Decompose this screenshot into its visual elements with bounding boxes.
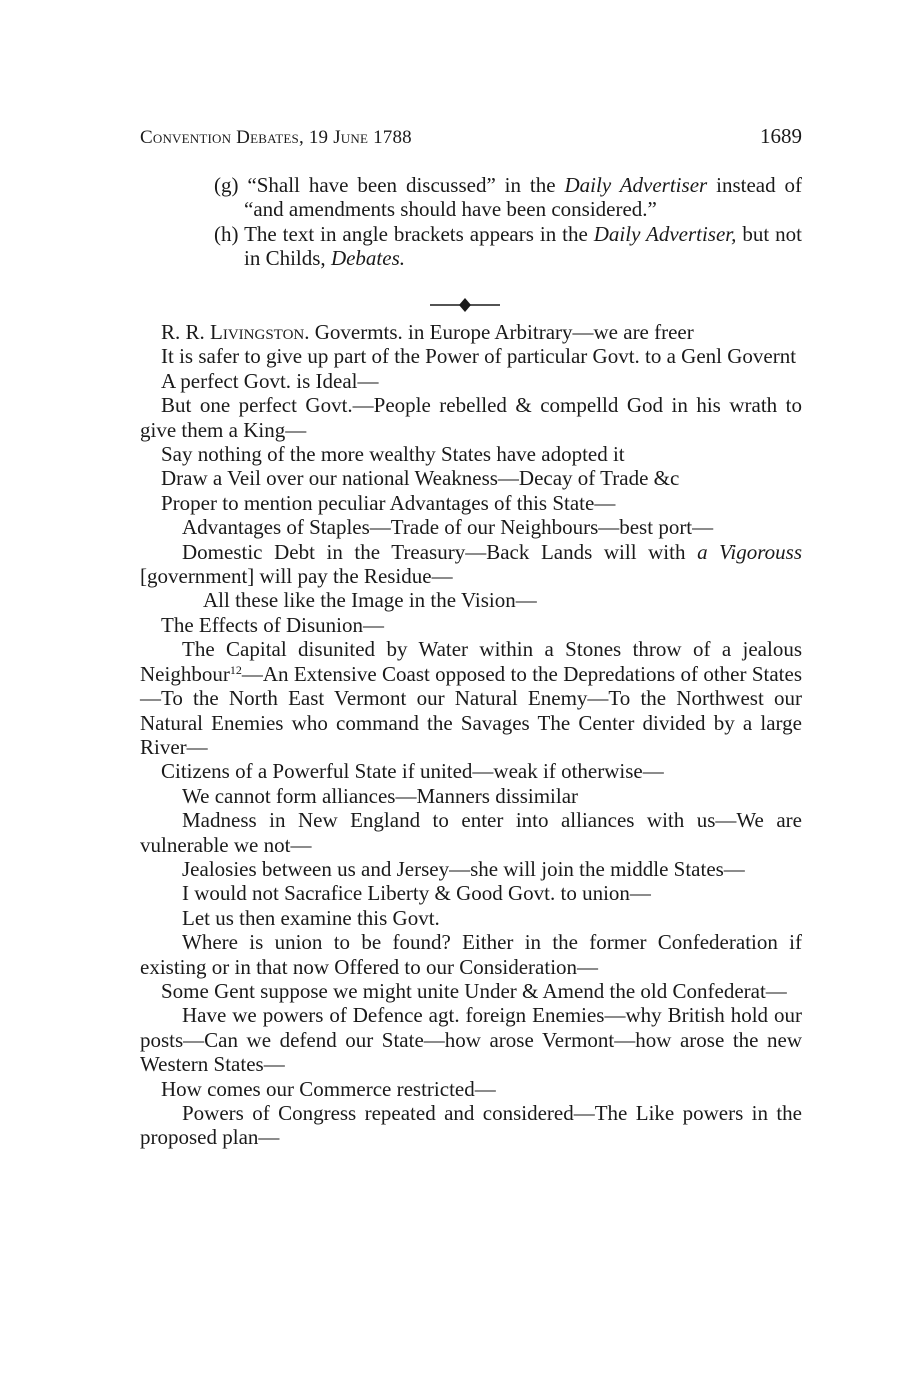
- paragraph: [140, 393, 802, 442]
- paragraph: [140, 540, 802, 589]
- paragraph-text: How comes our Commerce restricted—: [161, 1076, 496, 1101]
- paragraph-text: Advantages of Staples—Trade of our Neighbours—best port—: [182, 515, 714, 540]
- section-ornament-icon: [428, 295, 502, 315]
- paragraph-text: Jealosies between us and Jersey—she will join the middle States—: [182, 856, 745, 881]
- note-italic: Debates.: [330, 246, 406, 271]
- paragraph-text: But one perfect Govt.—People rebelled & compelld God in his wrath to give them a King—: [140, 393, 802, 442]
- paragraph-text: [government] will pay the Residue—: [140, 564, 453, 589]
- running-head-title: Convention Debates, 19 June 1788: [140, 127, 412, 148]
- paragraph: [140, 491, 802, 515]
- paragraph-text: Madness in New England to enter into alliances with us—We are vulnerable we not—: [140, 808, 802, 857]
- paragraph: [140, 930, 802, 979]
- note-text: but not in Childs,: [244, 221, 802, 271]
- paragraph-text: Proper to mention peculiar Advantages of this State—: [161, 490, 616, 515]
- running-header: [140, 124, 802, 150]
- note-italic: Daily Advertiser: [564, 173, 708, 197]
- paragraph: [140, 320, 802, 344]
- paragraph: [140, 857, 802, 881]
- paragraph-text: It is safer to give up part of the Power of particular Govt. to a Genl Governt: [161, 344, 797, 369]
- paragraph-text: Let us then examine this Govt.: [182, 905, 440, 930]
- paragraph: [140, 808, 802, 857]
- note-text: “Shall have been discussed” in the: [247, 173, 565, 197]
- paragraph-text: I would not Sacrafice Liberty & Good Govt. to union—: [182, 881, 651, 906]
- note-label: (h): [214, 221, 239, 246]
- paragraph-text: Have we powers of Defence agt. foreign Enemies—why British hold our posts—Can we defend our State—how arose Vermont—how arose the new Western States—: [140, 1003, 802, 1077]
- paragraph: [140, 881, 802, 905]
- paragraph-text: We cannot form alliances—Manners dissimilar: [182, 783, 579, 808]
- paragraph-text: The Effects of Disunion—: [161, 612, 384, 637]
- note-italic: Daily Advertiser,: [593, 221, 737, 246]
- paragraph: [140, 613, 802, 637]
- paragraph: [140, 466, 802, 490]
- paragraph-text: Draw a Veil over our national Weakness—Decay of Trade &c: [161, 466, 680, 491]
- paragraph-italic: a Vigorouss: [697, 539, 803, 564]
- paragraph: [140, 979, 802, 1003]
- paragraph: [140, 1101, 802, 1150]
- paragraph-text: Govermts. in Europe Arbitrary—we are freer: [314, 320, 694, 344]
- note-h: [214, 221, 802, 271]
- speaker-name: R. R. Livingston.: [161, 320, 315, 344]
- paragraph: [140, 344, 802, 368]
- paragraph: [140, 784, 802, 808]
- paragraph-text: All these like the Image in the Vision—: [203, 588, 537, 613]
- paragraph-text: Say nothing of the more wealthy States have adopted it: [161, 442, 625, 467]
- paragraph: [140, 1003, 802, 1076]
- note-text: The text in angle brackets appears in the: [244, 221, 594, 246]
- paragraph-text: The Capital disunited by Water within a Stones throw of a jealous Neighbour: [140, 637, 802, 686]
- debate-notes: [140, 320, 802, 1150]
- paragraph-text: Powers of Congress repeated and considered—The Like powers in the proposed plan—: [140, 1101, 802, 1150]
- paragraph: [140, 515, 802, 539]
- paragraph: [140, 442, 802, 466]
- paragraph-text: —An Extensive Coast opposed to the Depredations of other States—To the North East Vermont our Natural Enemy—To the Northwest our Natural Enemies who command the Savages The Center divided by a large River—: [140, 661, 802, 759]
- footnote-reference: 12: [229, 662, 242, 677]
- note-label: (g): [214, 173, 239, 197]
- paragraph: [140, 637, 802, 759]
- paragraph-text: Domestic Debt in the Treasury—Back Lands will with: [182, 539, 698, 564]
- textual-notes: [140, 173, 802, 271]
- paragraph-text: Citizens of a Powerful State if united—weak if otherwise—: [161, 759, 664, 784]
- paragraph: [140, 906, 802, 930]
- paragraph: [140, 369, 802, 393]
- note-g: [214, 173, 802, 222]
- page-number: 1689: [760, 124, 802, 148]
- paragraph-text: Where is union to be found? Either in the former Confederation if existing or in that now Offered to our Consideration—: [140, 930, 802, 979]
- paragraph: [140, 1077, 802, 1101]
- paragraph-text: A perfect Govt. is Ideal—: [161, 368, 379, 393]
- paragraph: [140, 759, 802, 783]
- paragraph-text: Some Gent suppose we might unite Under & Amend the old Confederat—: [161, 978, 787, 1003]
- note-text: instead of “and amendments should have been considered.”: [244, 173, 802, 222]
- paragraph: [140, 588, 802, 612]
